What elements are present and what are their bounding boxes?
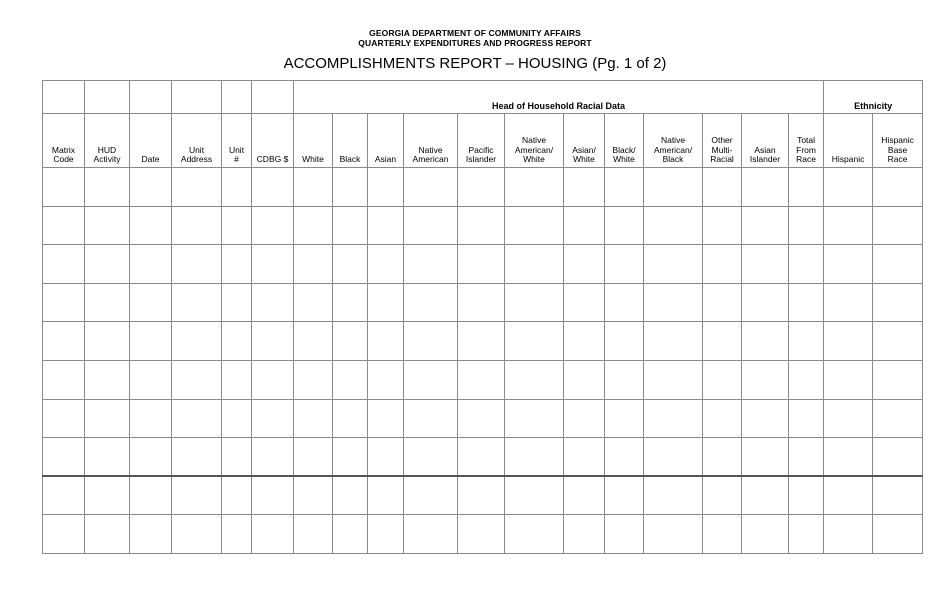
cell-matrix-code[interactable] [43,360,85,399]
cell-hispanic[interactable] [824,476,873,515]
cell-total-from-race[interactable] [789,206,824,245]
column-header-unit-no [222,114,252,168]
cell-black-white[interactable] [605,360,644,399]
column-header-hispanic [824,114,873,168]
cell-native-american-black[interactable] [644,245,703,284]
cell-total-from-race[interactable] [789,245,824,284]
cell-other-multi-racial[interactable] [703,206,742,245]
cell-unit-no[interactable] [222,360,252,399]
cell-date[interactable] [130,168,172,207]
cell-asian[interactable] [368,206,404,245]
cell-matrix-code[interactable] [43,168,85,207]
column-header-matrix-code [43,114,85,168]
cell-native-american-black[interactable] [644,476,703,515]
cell-hud-activity[interactable] [85,283,130,322]
cell-white[interactable] [294,360,333,399]
cell-native-american-white[interactable] [505,322,564,361]
column-header-label: Pacific Islander [465,144,497,165]
cell-hispanic[interactable] [824,283,873,322]
cell-cdbg[interactable] [252,438,294,477]
column-header-label: Unit # [228,144,245,165]
column-header-label: Unit Address [180,144,213,165]
cell-unit-no[interactable] [222,515,252,554]
cell-hispanic-base-race[interactable] [873,245,923,284]
cell-hispanic[interactable] [824,515,873,554]
cell-hispanic-base-race[interactable] [873,399,923,438]
cell-unit-address[interactable] [172,476,222,515]
cell-native-american[interactable] [404,360,458,399]
cell-asian-white[interactable] [564,206,605,245]
column-header-label: Black/ White [612,144,636,165]
cell-black[interactable] [333,476,368,515]
column-header-label: Asian [374,154,397,165]
cell-pacific-islander[interactable] [458,245,505,284]
cell-unit-no[interactable] [222,476,252,515]
cell-native-american-white[interactable] [505,399,564,438]
cell-asian-white[interactable] [564,245,605,284]
cell-unit-no[interactable] [222,438,252,477]
cell-native-american[interactable] [404,206,458,245]
cell-matrix-code[interactable] [43,245,85,284]
cell-unit-address[interactable] [172,515,222,554]
cell-hispanic[interactable] [824,206,873,245]
cell-matrix-code[interactable] [43,322,85,361]
cell-cdbg[interactable] [252,360,294,399]
cell-native-american-white[interactable] [505,438,564,477]
cell-black-white[interactable] [605,206,644,245]
cell-native-american[interactable] [404,438,458,477]
cell-native-american-white[interactable] [505,515,564,554]
cell-asian[interactable] [368,515,404,554]
cell-native-american-black[interactable] [644,399,703,438]
cell-unit-no[interactable] [222,168,252,207]
cell-black-white[interactable] [605,399,644,438]
cell-other-multi-racial[interactable] [703,322,742,361]
column-header-pacific-islander [458,114,505,168]
column-header-label: Hispanic [831,154,865,165]
cell-other-multi-racial[interactable] [703,168,742,207]
cell-unit-no[interactable] [222,399,252,438]
cell-white[interactable] [294,322,333,361]
report-heading: QUARTERLY EXPENDITURES AND PROGRESS REPORT [358,38,592,48]
cell-other-multi-racial[interactable] [703,399,742,438]
cell-unit-address[interactable] [172,399,222,438]
cell-native-american[interactable] [404,515,458,554]
cell-asian-islander[interactable] [742,168,789,207]
cell-asian-white[interactable] [564,360,605,399]
cell-hud-activity[interactable] [85,206,130,245]
cell-black-white[interactable] [605,245,644,284]
cell-cdbg[interactable] [252,322,294,361]
table-row [43,438,923,477]
cell-white[interactable] [294,245,333,284]
cell-native-american-black[interactable] [644,206,703,245]
cell-total-from-race[interactable] [789,476,824,515]
cell-native-american[interactable] [404,399,458,438]
cell-cdbg[interactable] [252,476,294,515]
cell-matrix-code[interactable] [43,206,85,245]
column-header-label: HUD Activity [93,144,121,165]
cell-asian-islander[interactable] [742,515,789,554]
cell-hud-activity[interactable] [85,476,130,515]
cell-black[interactable] [333,245,368,284]
cell-pacific-islander[interactable] [458,476,505,515]
column-header-label: Other Multi- Racial [710,135,734,165]
cell-asian-white[interactable] [564,322,605,361]
cell-white[interactable] [294,438,333,477]
cell-total-from-race[interactable] [789,360,824,399]
blank-header-cell [252,81,294,114]
cell-pacific-islander[interactable] [458,399,505,438]
cell-asian-islander[interactable] [742,476,789,515]
cell-native-american[interactable] [404,283,458,322]
cell-hispanic-base-race[interactable] [873,206,923,245]
cell-black-white[interactable] [605,322,644,361]
cell-unit-no[interactable] [222,322,252,361]
cell-native-american-black[interactable] [644,322,703,361]
cell-asian-white[interactable] [564,283,605,322]
column-header-label: CDBG $ [256,154,289,165]
cell-hud-activity[interactable] [85,168,130,207]
cell-black[interactable] [333,399,368,438]
column-header-label: Native American/ White [514,135,554,165]
cell-unit-address[interactable] [172,283,222,322]
cell-white[interactable] [294,476,333,515]
cell-unit-address[interactable] [172,245,222,284]
cell-native-american-black[interactable] [644,283,703,322]
cell-native-american[interactable] [404,245,458,284]
cell-white[interactable] [294,168,333,207]
cell-white[interactable] [294,399,333,438]
cell-white[interactable] [294,206,333,245]
blank-header-cell [222,81,252,114]
column-header-row [43,114,923,168]
cell-hispanic[interactable] [824,322,873,361]
cell-native-american-black[interactable] [644,515,703,554]
cell-asian-white[interactable] [564,476,605,515]
column-header-total-from-race [789,114,824,168]
cell-asian[interactable] [368,322,404,361]
cell-asian[interactable] [368,399,404,438]
cell-matrix-code[interactable] [43,399,85,438]
table-row [43,245,923,284]
cell-white[interactable] [294,515,333,554]
column-header-white [294,114,333,168]
table-row [43,206,923,245]
cell-black-white[interactable] [605,515,644,554]
cell-hispanic-base-race[interactable] [873,438,923,477]
cell-asian-islander[interactable] [742,438,789,477]
cell-pacific-islander[interactable] [458,322,505,361]
cell-hud-activity[interactable] [85,360,130,399]
cell-unit-no[interactable] [222,245,252,284]
cell-hispanic-base-race[interactable] [873,360,923,399]
column-header-native-american-black [644,114,703,168]
cell-hispanic[interactable] [824,245,873,284]
cell-black[interactable] [333,322,368,361]
cell-hispanic[interactable] [824,168,873,207]
cell-total-from-race[interactable] [789,322,824,361]
column-header-label: Matrix Code [51,144,76,165]
cell-asian[interactable] [368,283,404,322]
cell-date[interactable] [130,438,172,477]
cell-hud-activity[interactable] [85,438,130,477]
column-header-hispanic-base-race [873,114,923,168]
blank-header-cell [85,81,130,114]
cell-hispanic[interactable] [824,360,873,399]
cell-date[interactable] [130,322,172,361]
cell-native-american-white[interactable] [505,245,564,284]
cell-native-american[interactable] [404,168,458,207]
cell-hispanic-base-race[interactable] [873,322,923,361]
cell-total-from-race[interactable] [789,283,824,322]
cell-asian-islander[interactable] [742,206,789,245]
cell-unit-no[interactable] [222,206,252,245]
cell-white[interactable] [294,283,333,322]
table-row [43,283,923,322]
cell-date[interactable] [130,399,172,438]
cell-cdbg[interactable] [252,515,294,554]
cell-date[interactable] [130,206,172,245]
cell-pacific-islander[interactable] [458,168,505,207]
column-header-cdbg [252,114,294,168]
column-header-label: Hispanic Base Race [881,135,914,165]
cell-unit-address[interactable] [172,322,222,361]
column-header-label: Native American/ Black [653,135,693,165]
column-header-black [333,114,368,168]
blank-header-cell [172,81,222,114]
cell-asian[interactable] [368,476,404,515]
cell-matrix-code[interactable] [43,515,85,554]
cell-black[interactable] [333,206,368,245]
cell-cdbg[interactable] [252,206,294,245]
cell-total-from-race[interactable] [789,438,824,477]
column-header-label: Date [141,154,160,165]
group-header-row [43,81,923,114]
cell-date[interactable] [130,515,172,554]
column-header-label: Asian/ White [572,144,596,165]
cell-native-american-black[interactable] [644,360,703,399]
table-row [43,360,923,399]
cell-hispanic[interactable] [824,399,873,438]
cell-matrix-code[interactable] [43,438,85,477]
column-header-asian [368,114,404,168]
blank-header-cell [130,81,172,114]
cell-black-white[interactable] [605,168,644,207]
column-header-date [130,114,172,168]
agency-heading: GEORGIA DEPARTMENT OF COMMUNITY AFFAIRS [369,28,581,38]
column-header-label: Black [339,154,361,165]
column-header-asian-white [564,114,605,168]
cell-native-american-white[interactable] [505,168,564,207]
cell-total-from-race[interactable] [789,399,824,438]
cell-cdbg[interactable] [252,283,294,322]
table-row [43,168,923,207]
cell-other-multi-racial[interactable] [703,515,742,554]
accomplishments-table [42,80,923,554]
column-header-unit-address [172,114,222,168]
ethnicity-group-header: Ethnicity [824,81,923,114]
cell-black[interactable] [333,515,368,554]
column-header-other-multi-racial [703,114,742,168]
cell-native-american-white[interactable] [505,476,564,515]
cell-date[interactable] [130,360,172,399]
cell-hispanic-base-race[interactable] [873,168,923,207]
cell-native-american-black[interactable] [644,168,703,207]
cell-native-american[interactable] [404,322,458,361]
table-row [43,515,923,554]
cell-cdbg[interactable] [252,399,294,438]
cell-other-multi-racial[interactable] [703,245,742,284]
cell-matrix-code[interactable] [43,476,85,515]
cell-hispanic-base-race[interactable] [873,283,923,322]
cell-black[interactable] [333,360,368,399]
cell-unit-address[interactable] [172,206,222,245]
cell-other-multi-racial[interactable] [703,360,742,399]
cell-date[interactable] [130,476,172,515]
table-row [43,399,923,438]
cell-unit-address[interactable] [172,168,222,207]
cell-unit-no[interactable] [222,283,252,322]
cell-pacific-islander[interactable] [458,360,505,399]
cell-hud-activity[interactable] [85,399,130,438]
cell-other-multi-racial[interactable] [703,283,742,322]
table-row [43,322,923,361]
cell-hud-activity[interactable] [85,515,130,554]
cell-asian[interactable] [368,360,404,399]
cell-date[interactable] [130,283,172,322]
cell-pacific-islander[interactable] [458,515,505,554]
column-header-black-white [605,114,644,168]
column-header-label: Total From Race [796,135,816,165]
cell-asian-islander[interactable] [742,322,789,361]
column-header-hud-activity [85,114,130,168]
cell-native-american-white[interactable] [505,283,564,322]
cell-asian-islander[interactable] [742,283,789,322]
cell-asian[interactable] [368,245,404,284]
column-header-label: Native American [412,144,449,165]
cell-asian[interactable] [368,168,404,207]
column-header-native-american [404,114,458,168]
cell-asian-islander[interactable] [742,399,789,438]
cell-black[interactable] [333,168,368,207]
cell-black-white[interactable] [605,283,644,322]
cell-other-multi-racial[interactable] [703,476,742,515]
table-row [43,476,923,515]
cell-total-from-race[interactable] [789,168,824,207]
cell-unit-address[interactable] [172,360,222,399]
cell-asian-white[interactable] [564,399,605,438]
column-header-label: White [302,154,324,165]
cell-black-white[interactable] [605,438,644,477]
cell-asian-islander[interactable] [742,360,789,399]
column-header-native-american-white [505,114,564,168]
cell-black[interactable] [333,438,368,477]
cell-asian-islander[interactable] [742,245,789,284]
table-body [43,168,923,554]
cell-asian-white[interactable] [564,438,605,477]
cell-matrix-code[interactable] [43,283,85,322]
cell-asian-white[interactable] [564,168,605,207]
racial-data-group-header: Head of Household Racial Data [294,81,824,114]
cell-hud-activity[interactable] [85,245,130,284]
cell-unit-address[interactable] [172,438,222,477]
cell-pacific-islander[interactable] [458,206,505,245]
cell-pacific-islander[interactable] [458,438,505,477]
cell-cdbg[interactable] [252,245,294,284]
blank-header-cell [43,81,85,114]
cell-cdbg[interactable] [252,168,294,207]
cell-native-american-white[interactable] [505,360,564,399]
cell-hispanic-base-race[interactable] [873,476,923,515]
cell-total-from-race[interactable] [789,515,824,554]
cell-native-american-black[interactable] [644,438,703,477]
column-header-label: Asian Islander [749,144,781,165]
cell-black[interactable] [333,283,368,322]
cell-date[interactable] [130,245,172,284]
cell-pacific-islander[interactable] [458,283,505,322]
cell-other-multi-racial[interactable] [703,438,742,477]
cell-native-american[interactable] [404,476,458,515]
cell-hispanic-base-race[interactable] [873,515,923,554]
cell-native-american-white[interactable] [505,206,564,245]
cell-hispanic[interactable] [824,438,873,477]
cell-hud-activity[interactable] [85,322,130,361]
cell-asian-white[interactable] [564,515,605,554]
column-header-asian-islander [742,114,789,168]
page-title: ACCOMPLISHMENTS REPORT – HOUSING (Pg. 1 of 2) [283,55,667,72]
cell-asian[interactable] [368,438,404,477]
cell-black-white[interactable] [605,476,644,515]
